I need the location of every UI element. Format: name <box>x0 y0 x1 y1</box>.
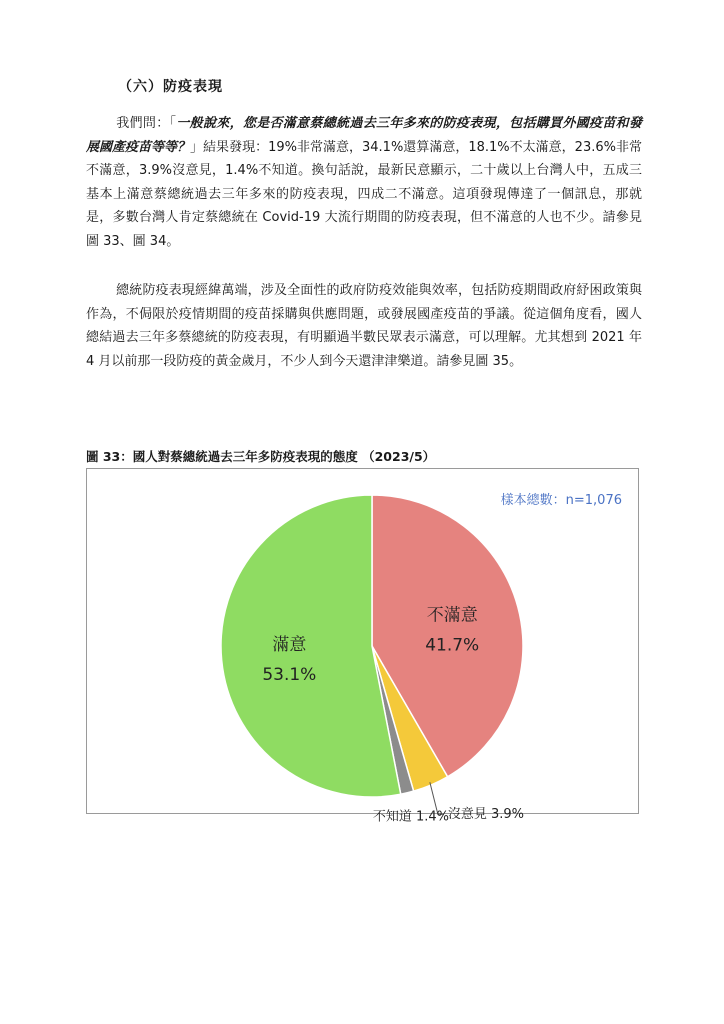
paragraph-1 <box>86 112 642 253</box>
paragraph-1-lead: 我們問：「 <box>116 116 177 131</box>
section-heading: （六）防疫表現 <box>118 79 223 95</box>
sample-size-label: 樣本總數：n=1,076 <box>500 493 622 508</box>
outside-label-dont-know: 不知道 1.4% <box>372 809 450 825</box>
figure-caption: 圖 33：國人對蔡總統過去三年多防疫表現的態度 （2023/5） <box>86 449 436 464</box>
pie-chart <box>87 469 638 825</box>
paragraph-2-body: 總統防疫表現經緯萬端，涉及全面性的政府防疫效能與效率，包括防疫期間政府紓困政策與作為，不侷限於疫情期間的疫苗採購與供應問題，或發展國產疫苗的爭議。從這個角度看，國人總結過去三年多蔡總統的防疫表現，有明顯過半數民眾表示滿意，可以理解。尤其想到 2021 年 4 月以前那一段防疫的黃金歲月，不少人到今天還津津樂道。請參見圖 35。 <box>86 283 642 369</box>
slice-label-satisfied: 滿意 <box>272 634 307 655</box>
paragraph-2 <box>86 279 642 373</box>
slice-value-satisfied: 53.1% <box>262 664 317 685</box>
figure-33-box <box>86 468 639 825</box>
slice-value-dissatisfied: 41.7% <box>425 635 480 656</box>
paragraph-1-body: 」結果發現：19%非常滿意，34.1%還算滿意，18.1%不太滿意，23.6%非常不滿意，3.9%沒意見，1.4%不知道。換句話說，最新民意顯示，二十歲以上台灣人中，五成三基本上滿意蔡總統過去三年多來的防疫表現，四成二不滿意。這項發現傳達了一個訊息，那就是，多數台灣人肯定蔡總統在 Covid-19 大流行期間的防疫表現，但不滿意的人也不少。請參見圖 33、圖 34。 <box>86 139 642 249</box>
slice-label-dissatisfied: 不滿意 <box>426 605 478 626</box>
survey-question: 一般說來，您是否滿意蔡總統過去三年多來的防疫表現，包括購買外國疫苗和發展國產疫苗等等？ <box>86 116 642 155</box>
outside-label-no-opinion: 沒意見 3.9% <box>447 807 525 823</box>
